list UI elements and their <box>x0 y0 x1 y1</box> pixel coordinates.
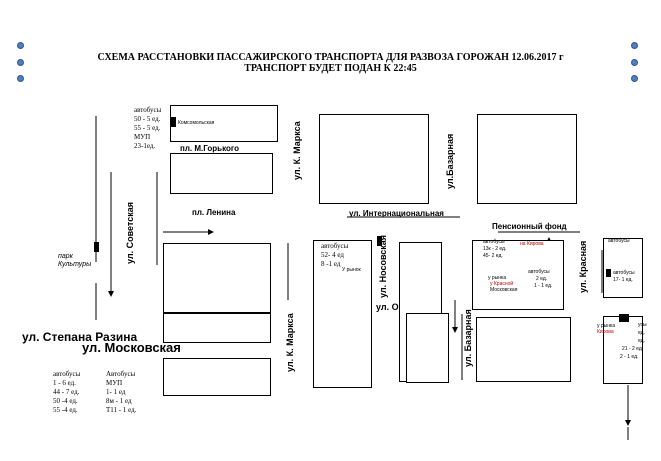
stop-marker <box>94 242 99 252</box>
street-stepana-razina: ул. Степана Разина <box>22 330 138 344</box>
street-sovetskaya: ул. Советская <box>125 202 135 264</box>
stop-line: 50 -4 ед. <box>53 397 78 405</box>
street-krasnaya: ул. Красная <box>578 240 588 293</box>
street-gorkogo: пл. М.Горького <box>180 144 239 153</box>
street-marksa-bottom: ул. К. Маркса <box>285 313 295 372</box>
u-rynka-label: у рынка <box>488 275 507 281</box>
stop-right-bottom <box>620 321 647 361</box>
page-subtitle: ТРАНСПОРТ БУДЕТ ПОДАН К 22:45 <box>244 63 417 74</box>
stop-title: автобусы <box>483 239 505 245</box>
stop-line: 23-1ед. <box>134 142 156 150</box>
stop-line: 55 -4 ед. <box>53 406 78 414</box>
kirova-right-label: Кирова <box>597 329 614 335</box>
block-gorkogo <box>170 153 273 194</box>
street-nosovskaya: ул. Носовская <box>378 234 388 298</box>
block-lenina-top <box>163 243 271 313</box>
stop-line: 2 ед. <box>536 276 548 282</box>
stop-title: автобусы <box>134 106 162 114</box>
stop-line: МУП <box>134 133 151 141</box>
stop-line: 45- 2 ед. <box>483 253 503 259</box>
stop-line: 55 - 5 ед. <box>134 124 161 132</box>
street-lenina: пл. Ленина <box>192 208 236 217</box>
komsomolskaya-label: Комсомольская <box>178 120 215 126</box>
krasnaya-small-label: у Красной <box>490 281 514 287</box>
u-rynok-label: У рынок <box>342 267 361 273</box>
street-bazarnaya-bottom: ул. Базарная <box>463 309 473 367</box>
stop-line: 52- 4 ед <box>321 251 344 259</box>
stop-krasnaya <box>608 238 630 245</box>
stop-line: 50 - 5 ед. <box>134 115 161 123</box>
street-internatsionalnaya: ул. Интернациональная <box>349 209 444 218</box>
park-label-line: Культуры <box>58 261 92 268</box>
page-title: СХЕМА РАССТАНОВКИ ПАССАЖИРСКОГО ТРАНСПОРТА ДЛЯ РАЗВОЗА ГОРОЖАН 12.06.2017 г <box>97 52 564 63</box>
stop-line: усы <box>638 322 647 328</box>
stop-line: 1 - 6 ед. <box>53 379 76 387</box>
stop-moskovskaya-left <box>53 370 80 415</box>
stop-line: 8м - 1 ед <box>106 397 132 405</box>
stop-line: ед. <box>638 338 645 344</box>
stop-line: 17- 1 ед. <box>613 277 633 283</box>
street-o: ул. О <box>376 302 399 312</box>
moskovskaya-small-label: Московская <box>490 287 518 293</box>
block-marksa-top <box>319 114 429 204</box>
block-lenina-mid <box>163 313 271 343</box>
block-bazarnaya-top <box>477 114 577 204</box>
block-o-street-inner <box>406 313 449 383</box>
stop-title: автобусы <box>528 269 550 275</box>
stop-line: МУП <box>106 379 123 387</box>
street-marksa-top: ул. К. Маркса <box>292 121 302 180</box>
na-kirova-label: на Кирова <box>520 241 544 247</box>
block-bazar-bottom <box>476 317 571 382</box>
park-label <box>58 253 91 269</box>
stop-bazar-left <box>483 239 506 260</box>
stop-line: 44 - 7 ед. <box>53 388 80 396</box>
stop-line: 8 -1 ед <box>321 260 341 268</box>
stop-line: 2 - 1 ед. <box>620 354 639 360</box>
stop-bazar-mid <box>528 269 552 290</box>
stop-title: Автобусы <box>106 370 136 378</box>
street-moskovskaya: ул. Московская <box>82 340 181 355</box>
stop-marker <box>171 117 176 127</box>
stop-moskovskaya-right <box>106 370 136 415</box>
stop-line: 1- 1 ед <box>106 388 126 396</box>
stop-line: 13к - 2 ед. <box>483 246 507 252</box>
stop-nosovskaya <box>321 242 348 269</box>
stop-line: Т11 - 1 ед. <box>106 406 137 414</box>
stop-line: 1 - 1 ед. <box>534 283 553 289</box>
stop-krasnaya-2 <box>613 270 635 284</box>
stop-komsomol <box>134 106 161 151</box>
stop-title: автобусы <box>613 270 635 276</box>
stop-marker <box>606 269 611 277</box>
street-pensionny-fond: Пенсионный фонд <box>492 222 567 231</box>
stop-line: 21 - 2 ед. <box>622 346 644 352</box>
block-moskovskaya <box>163 358 271 396</box>
stop-line: ед. <box>638 330 645 336</box>
u-rynka-right-label: у рынка <box>597 323 616 329</box>
stop-title: автобусы <box>321 242 349 250</box>
stop-title: автобусы <box>608 238 630 244</box>
street-bazarnaya-top: ул.Базарная <box>445 133 455 189</box>
stop-title: автобусы <box>53 370 81 378</box>
block-krasnaya <box>603 238 643 298</box>
park-label-line: парк <box>58 253 73 260</box>
